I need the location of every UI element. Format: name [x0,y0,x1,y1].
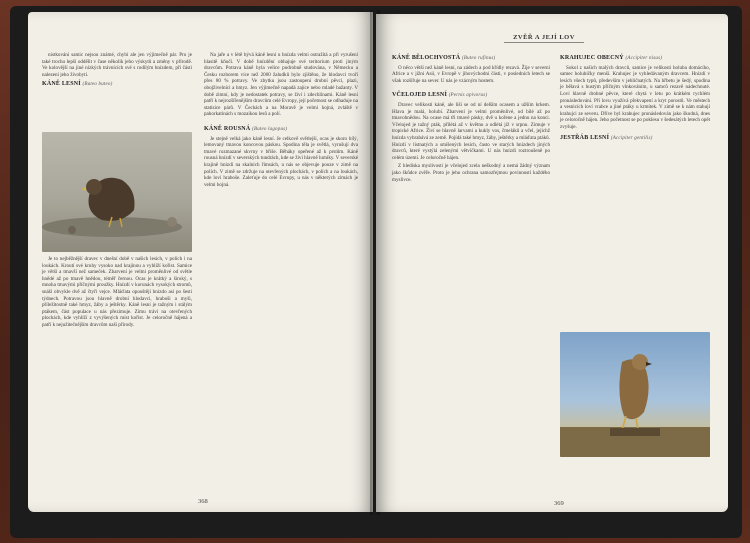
section-heading-jestrab: JESTŘÁB LESNÍ (Accipiter gentilis) [560,134,653,141]
kane-belochvosta-text: O něco větší než káně lesní, na zádech a pod křídly rezavá. Žije v severní Africe a v jižní Asii, v Evropě v jihovýchodní části, v posledních letech se však rozšiřuje na sever. U nás je vzácným hostem. [392,64,550,84]
left-page-number: 368 [198,498,208,505]
running-head: ZVĚŘ A JEJÍ LOV [504,34,584,43]
section-heading-krahujec: KRAHUJEC OBECNÝ (Accipiter nisus) [560,55,663,61]
vcelojed-text: Dravec velikosti káně, ale liší se od ní delším ocasem a užším krkem. Hlava je malá, holubí. Zbarvení je velmi proměnlivé, od bílé až po tmavohnědou. Na ocase má tři tmavé pásky, dvě u kořene a jednu na konci. Včelojed je tažný pták, přilétá až v květnu a odlétá již v srpnu. Zimuje v tropické Africe. Živí se hlavně larvami a kukly vos, čmeláků a včel, jejichž hnízda vyhrabává ze země. Pojídá také hmyz, žáby, ještěrky a mláďata ptáků. Hnízdí v listnatých a smíšených lesích, často ve starých hnízdech jiných dravců, které vystýlá zelenými větvičkami. U nás hnízdí roztroušeně po celém území. Je celoročně hájen. [392,101,550,161]
left-column-1-body [42,256,192,331]
kane-lesni-text-continued: Na jaře a v létě bývá káně lesní u hnízda velmi ostražitá a při vyrušení hlasitě kňučí. V době hnízdění obhajuje své teritorium proti jiným dravcům. Potrava káně byla velice podrobně studována, v Německu a Česku rozborem více než 2000 žaludků bylo zjištěno, že hlodavci tvoří přes 80 % potravy. Ve zbytku jsou zastoupeni drobní pěvci, plazi, obojživelníci a hmyz. Jen výjimečně napadá zajíce nebo mladé bažanty. V době zimní, kdy je nedostatek potravy, se živí i zdechlinami. Káně lesní patří k nejrozšířenějším dravcům celé Evropy, její početnost se odhaduje na statisíce párů. V Čechách a na Moravě je velmi hojná, zvláště v pahorkatinách s mozaikou lesů a polí. [204,52,358,118]
kane-lesni-text: Je to nejběžnější dravec v dnešní době v našich lesích, v polích i na loukách. Kroutí své kruhy vysoko nad krajinou a vyhlíží kořist. Samice je větší a tmavší než sameček. Zbarvení je velmi proměnlivé od světle hnědé až po tmavě hnědou, téměř černou. Ocas je krátký a široký, s mnoha tmavými příčnými proužky. Hnízdí v korunách vysokých stromů, snáší obvykle dvě až čtyři vejce. Mláďata opouštějí hnízdo asi po šesti týdnech. Potravou jsou hlavně drobní hlodavci, hraboši a myši, příležitostně také hmyz, žáby a ještěrky. Káně lesní je tažným i stálým ptákem, část populace u nás přezimuje. Zimu tráví na otevřených plochách, kde vyhlíží z vyvýšených míst kořist. Je celoročně hájená a patří k nejužitečnějším dravcům naší přírody. [42,256,192,328]
goshawk-illustration [560,332,710,457]
buzzard-illustration [42,132,192,252]
right-page [376,14,728,512]
intro-paragraph: nistkování samic nejsou známé, chybí ale jen výjimečně pár. Pro je také trochu lepší oddělit v čase několik jeho výskytů a změny v přírodě. Ve kolovější na jiné nízkých trávnících své s rodilým hnízdem, při části nalezení jeho živobytí. [42,52,192,78]
vcelojed-text-2: Z hlediska myslivosti je včelojed zcela neškodný a nemá žádný význam jako škůdce zvěře. Proto je jeho ochrana samozřejmou povinností každého myslivce. [392,163,550,183]
right-page-number: 369 [554,500,564,507]
section-heading-kane-rousna: KÁNĚ ROUSNÁ (Buteo lagopus) [204,125,288,132]
krahujec-text: Sokol z našich malých dravců, samice je velikosti holuba domácího, samec holubičky menší. Krahujec je vyhledávaným dravcem. Hnízdí v lesích všech typů, především v jehličnatých. Na hřbetu je šedý, spodina je bělavá s hustým příčným vlnkováním, u samců rezavě nádechnuté. Loví hlavně drobné pěvce, které chytá v letu po krátkém rychlém pronásledování. Při lovu využívá překvapení a kryt porostů. Ve městech a vesnicích loví vrabce a jiné ptáky u krmítek. V zimě se k nám stahují krahujci ze severu. Dříve byl krahujec pronásledován jako škodná, dnes je celoročně hájen. Jeho početnost se po poklesu v šedesátých letech opět zvyšuje. [560,64,710,130]
right-column-2 [560,52,710,144]
kane-rousna-text: Je stejně velká jako káně lesní. Je celkově světlejší, ocas je skoro bílý, lemovaný tmavou koncovou páskou. Spodina těla je světlá, vyrušují dva tmavé rozmazané skvrny v břiše. Běháky opeřené až k prstům. Káně rousná hnízdí v severských tundrách, kde se živí hlavně lumíky. V severské krajině hnízdí na skalních římsách, u nás se objevuje pouze v zimě na polích. V zimě se zdržuje na otevřených plochách, v polích a na loukách, kde loví hraboše. Zaleťuje do celé Evropy, u nás v některých zimách je velmi hojná. [204,135,358,188]
goshawk-photo [560,332,710,457]
left-column-2 [204,52,358,190]
left-column-1 [42,52,192,91]
left-page [28,12,373,512]
right-column-1 [392,52,550,185]
section-heading-vcelojed: VČELOJED LESNÍ (Pernis apivorus) [392,92,488,99]
section-heading-kane-lesni: KÁNĚ LESNÍ (Buteo buteo) [42,81,113,88]
buzzard-photo [42,132,192,252]
section-heading-kane-belochvosta: KÁNĚ BĚLOCHVOSTÁ (Buteo rufinus) [392,55,496,61]
